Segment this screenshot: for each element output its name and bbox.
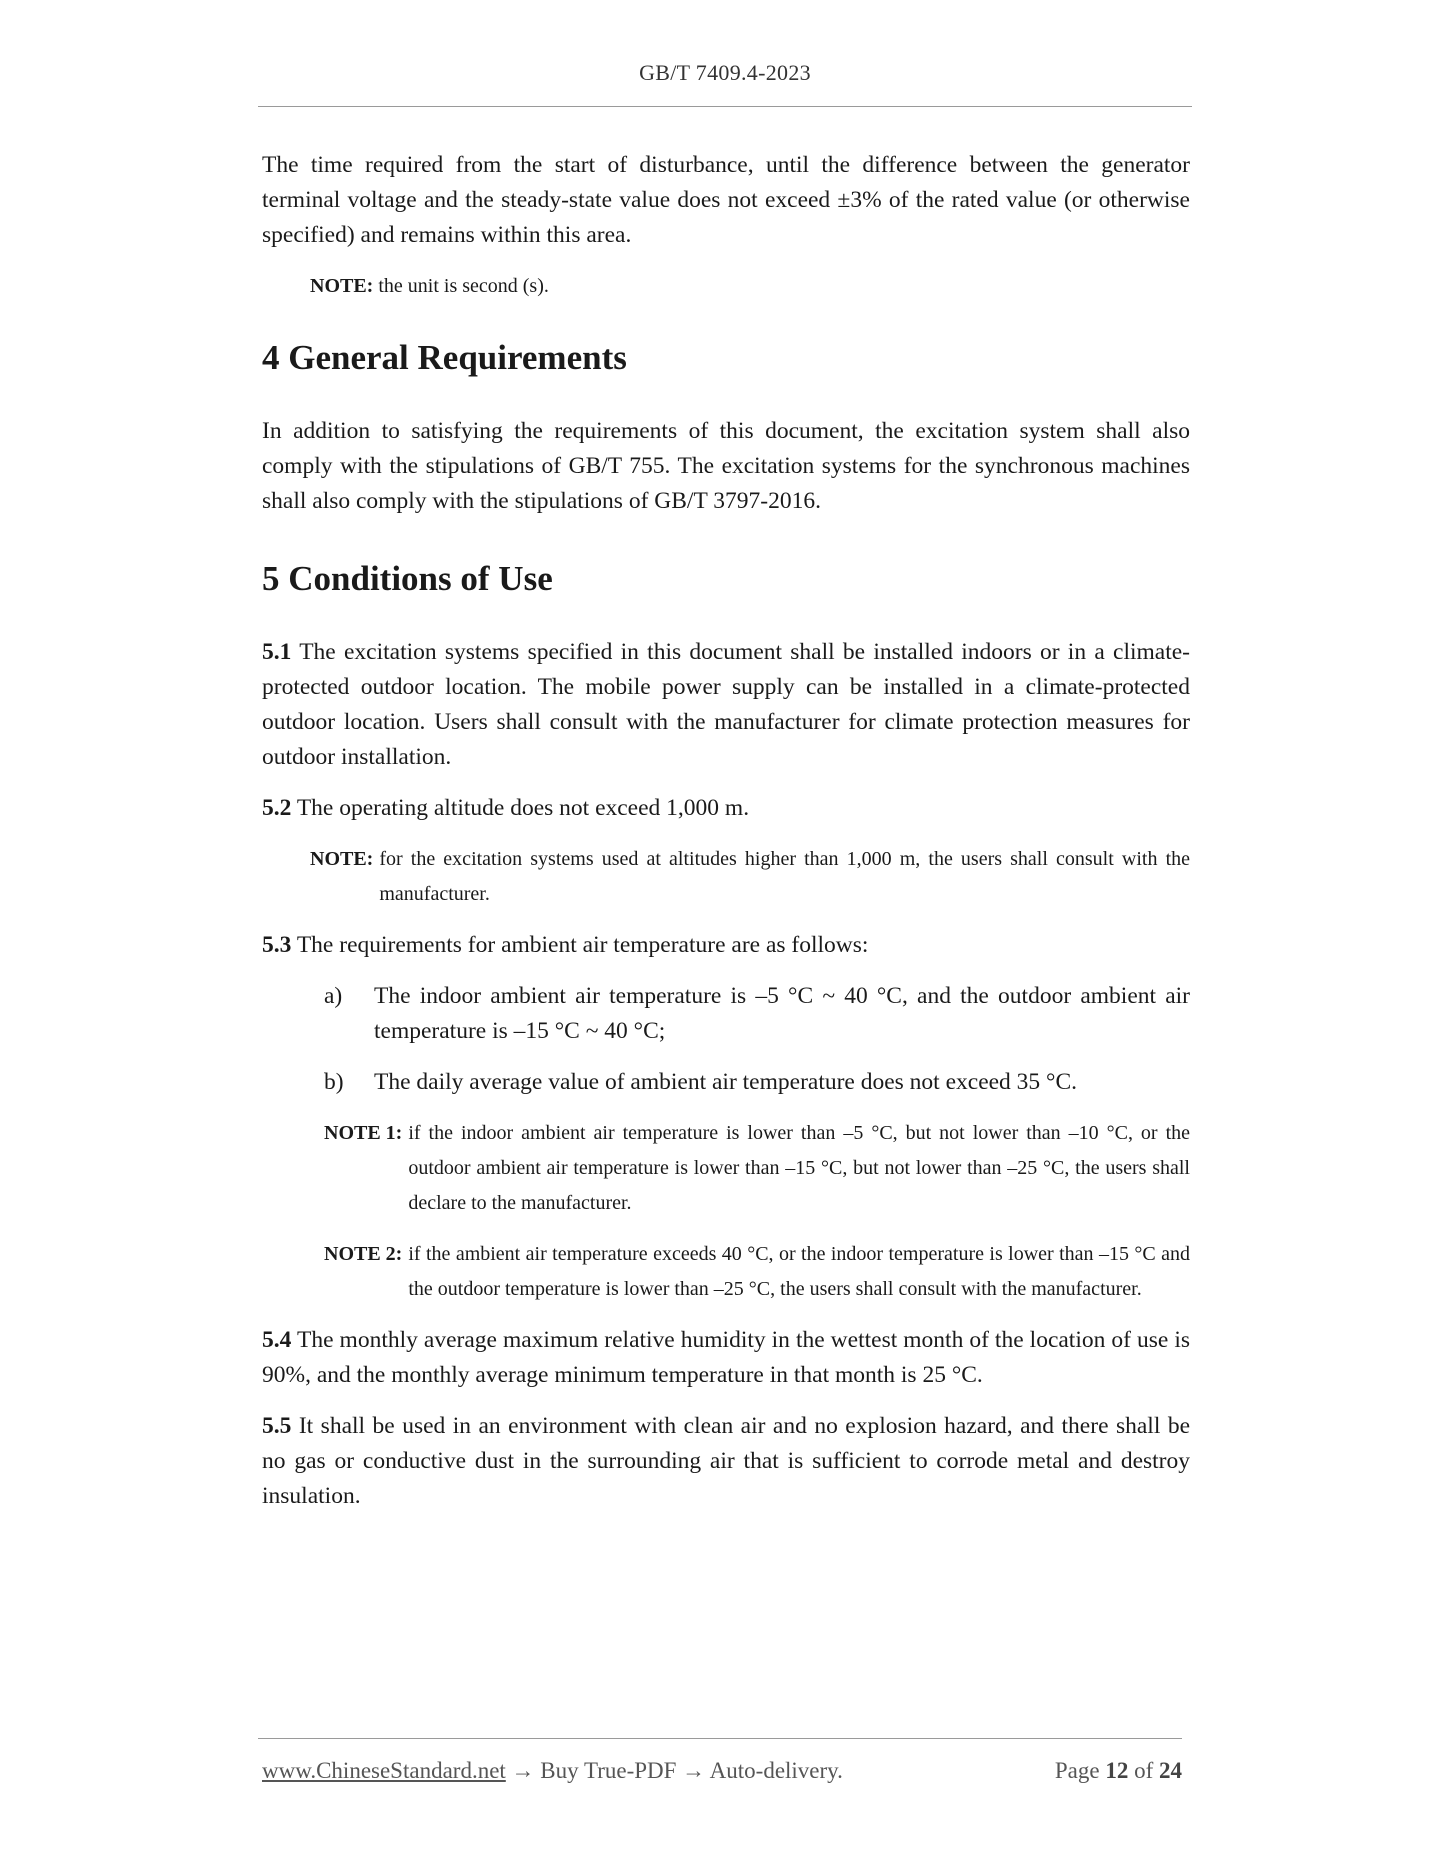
page-header: GB/T 7409.4-2023 — [639, 60, 811, 85]
note-text: the unit is second (s). — [378, 275, 549, 297]
of-word: of — [1134, 1758, 1154, 1783]
clause-5-5 — [262, 1409, 1190, 1514]
note-text: for the excitation systems used at altitudes higher than 1,000 m, the users shall consult with the manufacturer. — [379, 848, 1190, 905]
clause-text: It shall be used in an environment with clean air and no explosion hazard, and there shall be no gas or conductive dust in the surrounding air that is sufficient to corrode metal and destroy insulation. — [262, 1413, 1191, 1509]
list-text: The daily average value of ambient air temperature does not exceed 35 °C. — [374, 1069, 1078, 1095]
total-pages: 24 — [1159, 1758, 1182, 1783]
page-word: Page — [1054, 1758, 1100, 1783]
clause-text: The excitation systems specified in this document shall be installed indoors or in a climate-protected outdoor location. The mobile power supply can be installed in a climate-protected outdoor location. Users shall consult with the manufacturer for climate protection measures for outdoor installation. — [262, 639, 1190, 770]
clause-text: The requirements for ambient air temperature are as follows: — [296, 932, 869, 958]
clause-text: The operating altitude does not exceed 1,000 m. — [296, 795, 750, 821]
list-marker: a) — [324, 983, 343, 1009]
note-text: if the indoor ambient air temperature is lower than –5 °C, but not lower than –10 °C, or the outdoor ambient air temperature is lower than –15 °C, but not lower than –25 °C, the users shall declare to the manufacturer. — [408, 1122, 1190, 1214]
clause-5-2-note — [262, 842, 1190, 912]
list-item-b — [262, 1065, 1190, 1100]
current-page: 12 — [1105, 1758, 1129, 1783]
list-item-a — [262, 979, 1190, 1049]
footer-divider — [258, 1738, 1182, 1739]
clause-5-1 — [262, 635, 1190, 775]
note-label: NOTE 1: — [324, 1122, 403, 1144]
clause-5-2 — [262, 791, 1190, 826]
clause-5-3 — [262, 928, 1190, 963]
page-number — [1055, 1758, 1182, 1784]
note-label: NOTE: — [310, 275, 374, 297]
list-text: The indoor ambient air temperature is –5 °C ~ 40 °C, and the outdoor ambient air temperature is –15 °C ~ 40 °C; — [374, 983, 1190, 1044]
website-link[interactable]: www.ChineseStandard.net — [262, 1758, 506, 1783]
page-footer — [262, 1758, 1182, 1790]
section-4-heading: 4 General Requirements — [262, 338, 627, 377]
clause-5-3-note-1 — [262, 1116, 1190, 1221]
footer-promo — [262, 1758, 843, 1784]
list-marker: b) — [324, 1069, 344, 1095]
header-divider — [258, 106, 1192, 107]
clause-5-4 — [262, 1323, 1190, 1393]
clause-number: 5.2 — [262, 795, 292, 821]
section-5-heading: 5 Conditions of Use — [262, 559, 553, 598]
clause-text: The monthly average maximum relative humidity in the wettest month of the location of use is 90%, and the monthly average minimum temperature in that month is 25 °C. — [262, 1327, 1190, 1388]
clause-number: 5.1 — [262, 639, 292, 665]
note-label: NOTE: — [310, 848, 374, 870]
clause-number: 5.4 — [262, 1327, 292, 1353]
intro-note — [262, 269, 1190, 304]
note-label: NOTE 2: — [324, 1243, 403, 1265]
intro-paragraph: The time required from the start of disturbance, until the difference between the generator terminal voltage and the steady-state value does not exceed ±3% of the rated value (or otherwise specified) and remains within this area. — [262, 152, 1190, 248]
clause-number: 5.5 — [262, 1413, 292, 1439]
section-4-paragraph: In addition to satisfying the requirements of this document, the excitation system shall also comply with the stipulations of GB/T 755. The excitation systems for the synchronous machines shall also comply with the stipulations of GB/T 3797-2016. — [262, 418, 1190, 514]
note-text: if the ambient air temperature exceeds 40 °C, or the indoor temperature is lower than –15 °C and the outdoor temperature is lower than –25 °C, the users shall consult with the manufacturer. — [408, 1243, 1190, 1300]
document-body — [262, 148, 1190, 1514]
clause-5-3-note-2 — [262, 1237, 1190, 1307]
footer-promo-text: → Buy True-PDF → Auto-delivery. — [505, 1758, 843, 1783]
clause-number: 5.3 — [262, 932, 292, 958]
